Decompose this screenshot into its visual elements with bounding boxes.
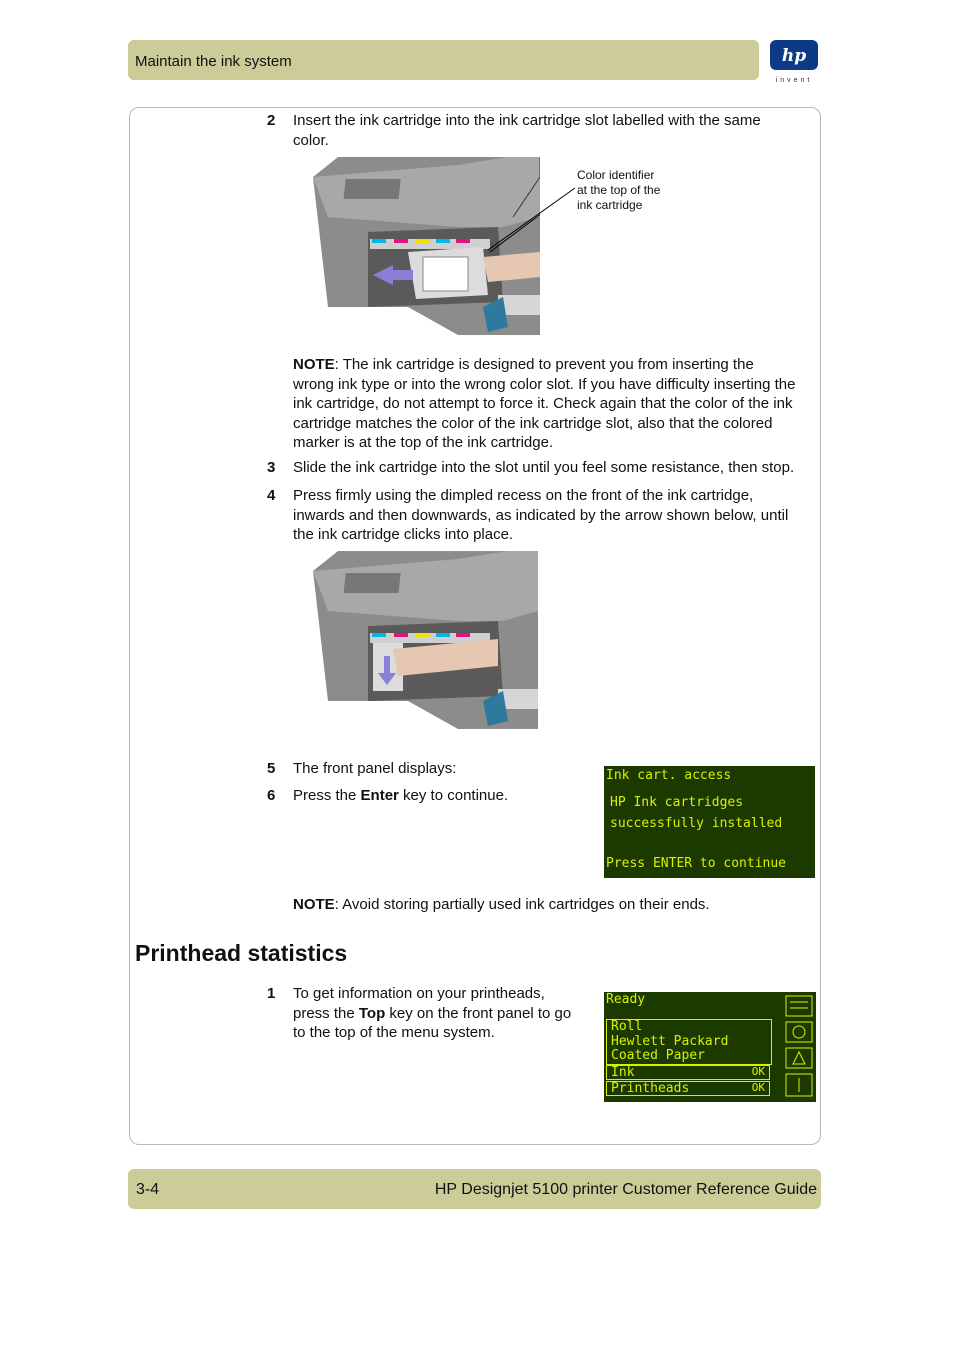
paper-info-box: Roll Hewlett Packard Coated Paper	[606, 1019, 772, 1065]
lcd-menu-icons	[784, 994, 814, 1100]
front-panel-display-ready: Ready Roll Hewlett Packard Coated Paper Ink OK Printheads OK	[604, 992, 816, 1102]
guide-title: HP Designjet 5100 printer Customer Reference Guide	[434, 1181, 817, 1198]
printer-icon	[786, 996, 812, 1016]
hp-logo-text: hp	[781, 46, 807, 66]
printheads-status-row: Printheads OK	[606, 1081, 770, 1096]
color-identifier-callout: Color identifier at the top of the ink cartridge	[577, 168, 661, 212]
cyan-marker	[372, 239, 386, 243]
step-text: Insert the ink cartridge into the ink cartridge slot labelled with the same	[293, 112, 761, 129]
note-label: NOTE	[293, 356, 335, 373]
magenta-marker	[394, 239, 408, 243]
front-panel-display-ink: Ink cart. access HP Ink cartridges successfully installed Press ENTER to continue	[604, 766, 815, 878]
enter-key-label: Enter	[360, 787, 399, 804]
yellow-marker	[416, 239, 430, 243]
section-title-header: Maintain the ink system	[135, 53, 292, 70]
ink-status-row: Ink OK	[606, 1065, 770, 1080]
header-bar	[128, 40, 759, 80]
note-cartridge: NOTE: The ink cartridge is designed to prevent you from inserting the wrong ink type or into the wrong color slot. If you have difficulty inserting the ink cartridge, do not attempt to force it. Check again that the color of the ink cartridge matches the color of the ink cartridge slot, also that the colored marker is at the top of the ink cartridge.	[293, 356, 796, 451]
top-key-label: Top	[358, 1004, 386, 1022]
callout-leader-line	[480, 185, 580, 255]
hp-logo	[768, 38, 820, 86]
paper-icon	[786, 1022, 812, 1042]
note-storage: NOTE: Avoid storing partially used ink cartridges on their ends.	[293, 896, 710, 913]
footer-bar	[128, 1169, 821, 1209]
page-number: 3-4	[136, 1181, 160, 1198]
step-number: 2	[267, 112, 276, 129]
printer-press-illustration	[308, 551, 538, 729]
hp-logo-tagline: invent	[775, 77, 813, 84]
step-text: color.	[293, 131, 329, 149]
section-heading: Printhead statistics	[135, 940, 348, 966]
hand-shape	[483, 252, 540, 282]
